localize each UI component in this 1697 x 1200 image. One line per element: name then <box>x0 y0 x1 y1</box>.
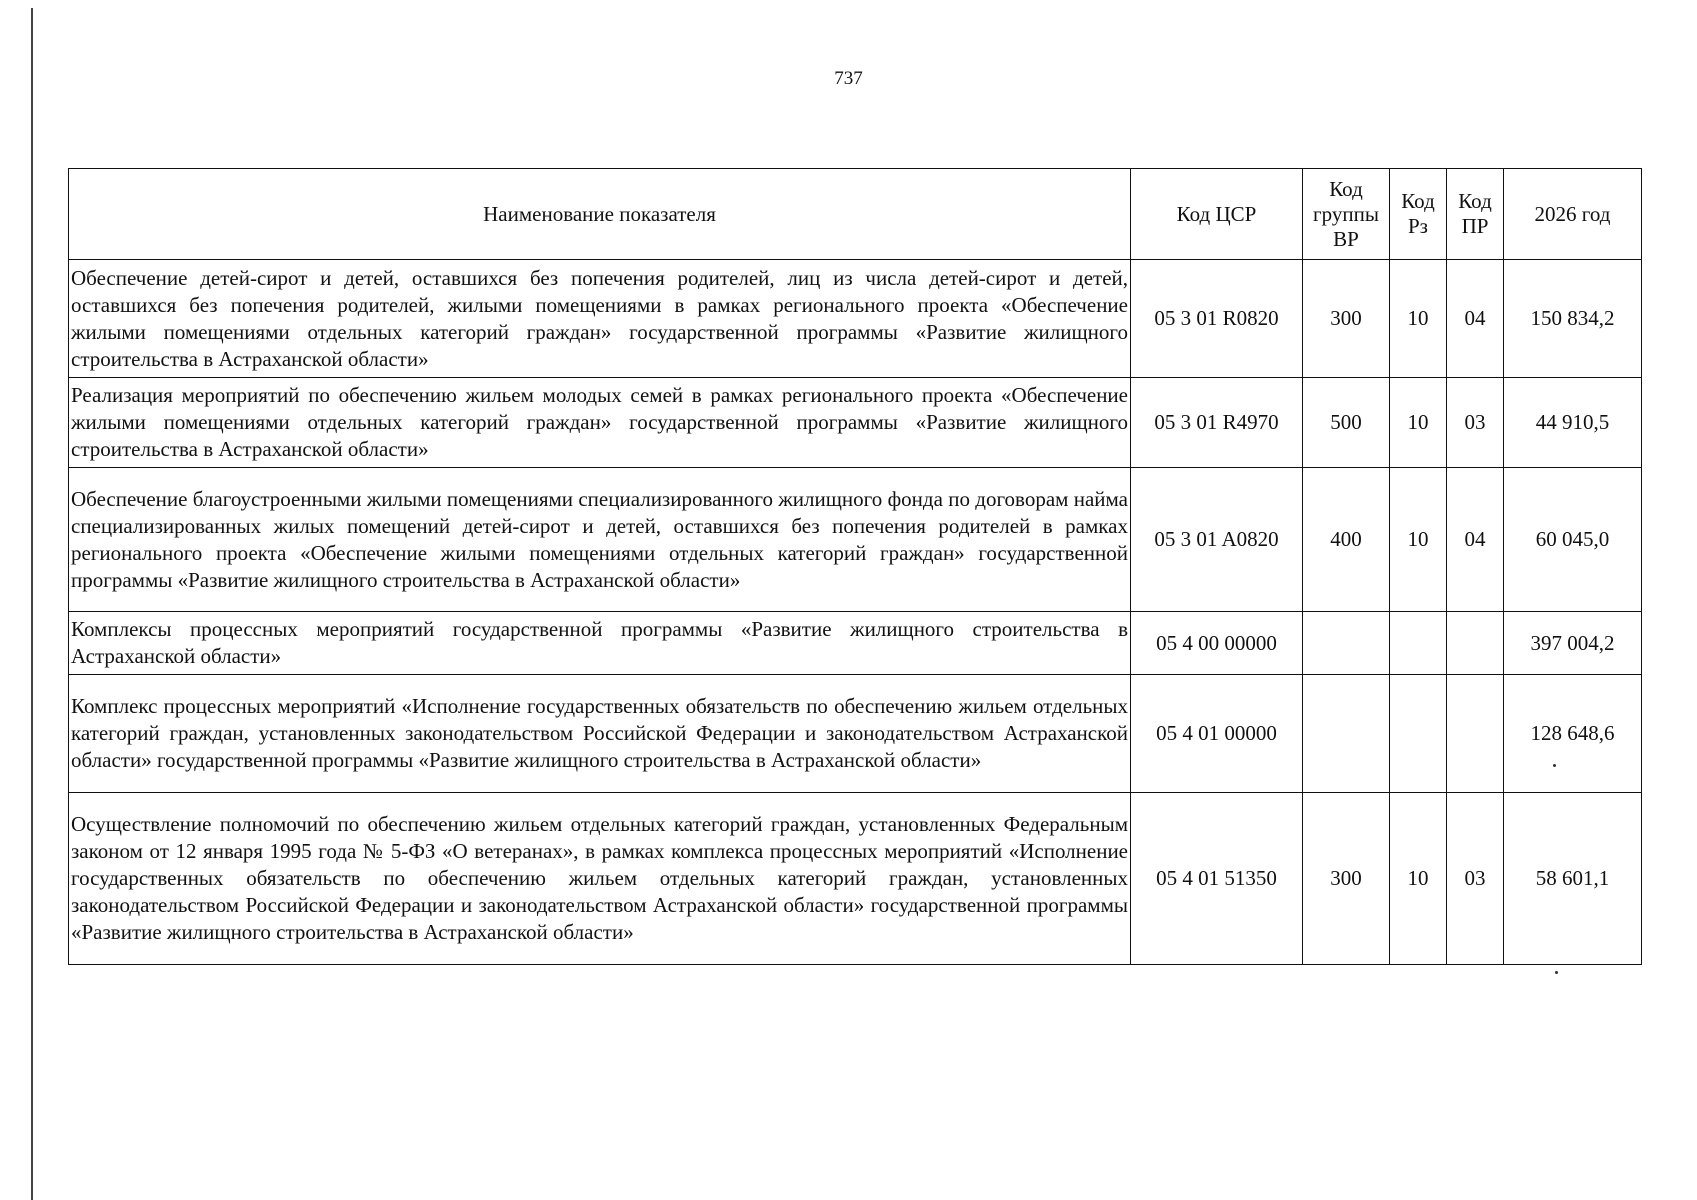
header-year-2026: 2026 год <box>1504 169 1642 260</box>
row-rz-code: 10 <box>1390 260 1447 378</box>
row-pr-code: 04 <box>1447 260 1504 378</box>
row-rz-code <box>1390 612 1447 675</box>
row-name: Осуществление полномочий по обеспечению жильем отдельных категорий граждан, установленных Федеральным законом от 12 января 1995 года № 5-ФЗ «О ветеранах», в рамках комплекса процессных мероприятий «Исполнение государственных обязательств по обеспечению жильем отдельных категорий граждан, установленных законодательством Российской Федерации и законодательством Астраханской области» государственной программы «Развитие жилищного строительства в Астраханской области» <box>69 793 1131 965</box>
scan-speck <box>1555 971 1558 974</box>
budget-table <box>68 168 1642 965</box>
row-rz-code <box>1390 675 1447 793</box>
row-csr-code: 05 4 01 00000 <box>1131 675 1303 793</box>
header-pr-code: Код ПР <box>1447 169 1504 260</box>
table-row <box>69 612 1642 675</box>
row-vr-code: 400 <box>1303 468 1390 612</box>
row-amount: 128 648,6 <box>1504 675 1642 793</box>
table-row <box>69 378 1642 468</box>
row-csr-code: 05 3 01 A0820 <box>1131 468 1303 612</box>
row-amount: 60 045,0 <box>1504 468 1642 612</box>
row-vr-code: 300 <box>1303 260 1390 378</box>
table-row <box>69 675 1642 793</box>
row-rz-code: 10 <box>1390 793 1447 965</box>
row-amount: 44 910,5 <box>1504 378 1642 468</box>
row-amount: 397 004,2 <box>1504 612 1642 675</box>
row-pr-code: 03 <box>1447 793 1504 965</box>
row-csr-code: 05 4 01 51350 <box>1131 793 1303 965</box>
table-row <box>69 793 1642 965</box>
header-rz-code: Код Рз <box>1390 169 1447 260</box>
row-rz-code: 10 <box>1390 468 1447 612</box>
header-csr-code: Код ЦСР <box>1131 169 1303 260</box>
table-header-row <box>69 169 1642 260</box>
row-name: Реализация мероприятий по обеспечению жильем молодых семей в рамках регионального проекта «Обеспечение жилыми помещениями отдельных категорий граждан» государственной программы «Развитие жилищного строительства в Астраханской области» <box>69 378 1131 468</box>
row-pr-code: 03 <box>1447 378 1504 468</box>
row-csr-code: 05 3 01 R0820 <box>1131 260 1303 378</box>
row-pr-code <box>1447 675 1504 793</box>
row-amount: 58 601,1 <box>1504 793 1642 965</box>
row-name: Обеспечение благоустроенными жилыми помещениями специализированного жилищного фонда по договорам найма специализированных жилых помещений детей-сирот и детей, оставшихся без попечения родителей в рамках регионального проекта «Обеспечение жилыми помещениями отдельных категорий граждан» государственной программы «Развитие жилищного строительства в Астраханской области» <box>69 468 1131 612</box>
header-vr-code: Код группы ВР <box>1303 169 1390 260</box>
page-number: 737 <box>834 68 863 89</box>
row-pr-code <box>1447 612 1504 675</box>
row-vr-code <box>1303 675 1390 793</box>
row-rz-code: 10 <box>1390 378 1447 468</box>
table-row <box>69 260 1642 378</box>
binding-margin-line <box>31 8 33 1200</box>
row-name: Комплекс процессных мероприятий «Исполнение государственных обязательств по обеспечению жильем отдельных категорий граждан, установленных законодательством Российской Федерации и законодательством Астраханской области» государственной программы «Развитие жилищного строительства в Астраханской области» <box>69 675 1131 793</box>
row-pr-code: 04 <box>1447 468 1504 612</box>
row-vr-code <box>1303 612 1390 675</box>
row-name: Обеспечение детей-сирот и детей, оставшихся без попечения родителей, лиц из числа детей-сирот и детей, оставшихся без попечения родителей, жилыми помещениями в рамках регионального проекта «Обеспечение жилыми помещениями отдельных категорий граждан» государственной программы «Развитие жилищного строительства в Астраханской области» <box>69 260 1131 378</box>
row-csr-code: 05 4 00 00000 <box>1131 612 1303 675</box>
row-vr-code: 300 <box>1303 793 1390 965</box>
scan-speck <box>1553 764 1556 767</box>
row-csr-code: 05 3 01 R4970 <box>1131 378 1303 468</box>
header-name: Наименование показателя <box>69 169 1131 260</box>
row-vr-code: 500 <box>1303 378 1390 468</box>
row-amount: 150 834,2 <box>1504 260 1642 378</box>
table-row <box>69 468 1642 612</box>
row-name: Комплексы процессных мероприятий государственной программы «Развитие жилищного строительства в Астраханской области» <box>69 612 1131 675</box>
